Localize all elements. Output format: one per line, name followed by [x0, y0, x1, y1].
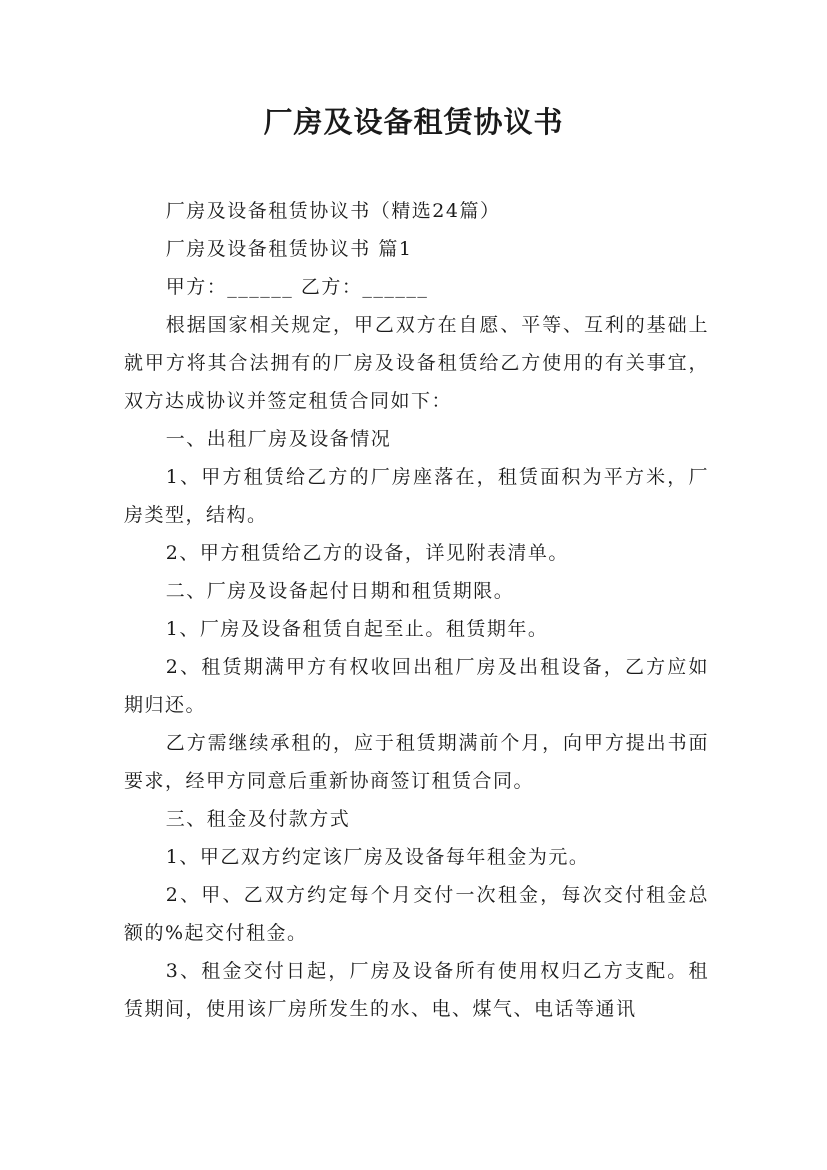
paragraph: 二、厂房及设备起付日期和租赁期限。 — [165, 580, 515, 602]
document-body — [124, 192, 709, 1028]
paragraph: 1、厂房及设备租赁自起至止。租赁期年。 — [165, 618, 549, 640]
paragraph: 根据国家相关规定，甲乙双方在自愿、平等、互利的基础上就甲方将其合法拥有的厂房及设备租赁给乙方使用的有关事宜，双方达成协议并签定租赁合同如下： — [124, 314, 709, 412]
paragraph: 2、甲方租赁给乙方的设备，详见附表清单。 — [165, 542, 569, 564]
paragraph: 乙方需继续承租的，应于租赁期满前个月，向甲方提出书面要求，经甲方同意后重新协商签订租赁合同。 — [124, 732, 709, 792]
paragraph: 2、甲、乙双方约定每个月交付一次租金，每次交付租金总额的%起交付租金。 — [124, 884, 709, 944]
paragraph: 厂房及设备租赁协议书 篇1 — [165, 238, 413, 260]
paragraph: 厂房及设备租赁协议书（精选24篇） — [165, 200, 501, 222]
paragraph: 3、租金交付日起，厂房及设备所有使用权归乙方支配。租赁期间，使用该厂房所发生的水、电、煤气、电话等通讯 — [124, 960, 709, 1020]
document-title: 厂房及设备租赁协议书 — [263, 105, 564, 139]
paragraph: 一、出租厂房及设备情况 — [165, 428, 392, 450]
paragraph: 1、甲乙双方约定该厂房及设备每年租金为元。 — [165, 846, 590, 868]
paragraph: 1、甲方租赁给乙方的厂房座落在，租赁面积为平方米，厂房类型，结构。 — [124, 466, 709, 526]
paragraph: 甲方：______ 乙方：______ — [165, 276, 429, 298]
paragraph: 三、租金及付款方式 — [165, 808, 351, 830]
paragraph: 2、租赁期满甲方有权收回出租厂房及出租设备，乙方应如期归还。 — [124, 656, 709, 716]
